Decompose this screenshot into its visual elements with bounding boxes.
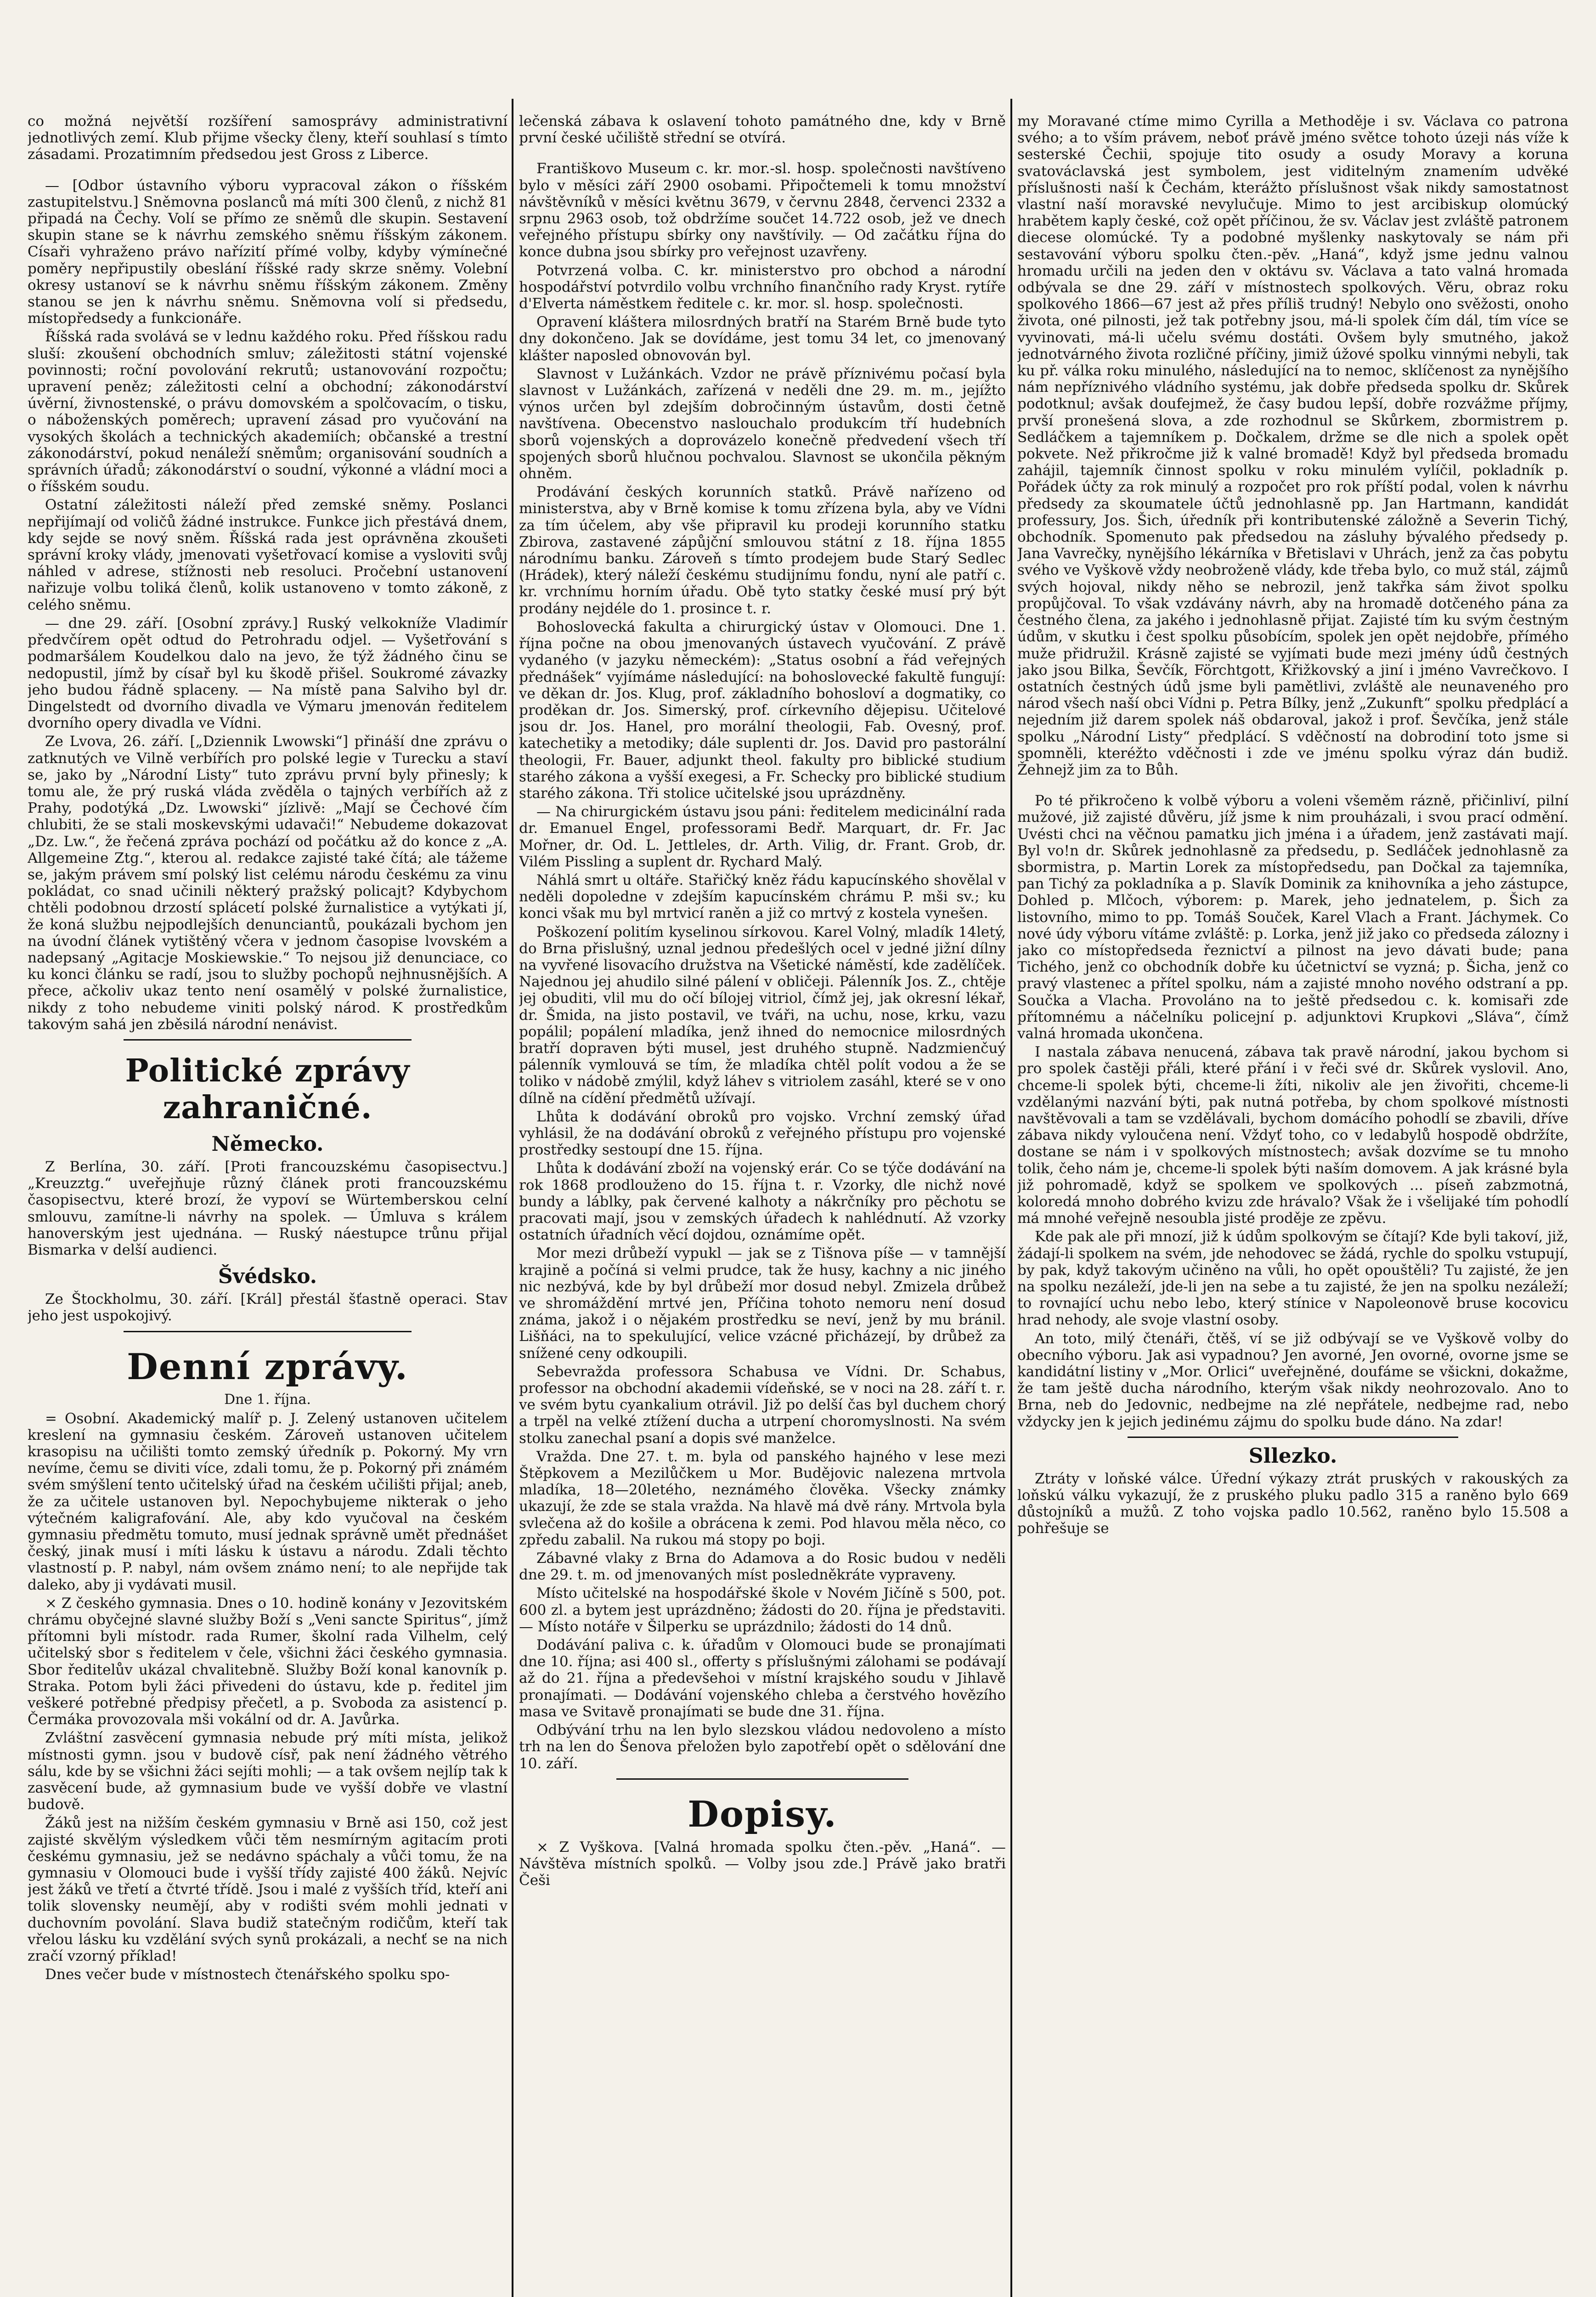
column-3 — [1017, 99, 1568, 2297]
article-paragraph: Potvrzená volba. C. kr. ministerstvo pro obchod a národní hospodářství potvrdilo volbu vrchního finančního rady Kryst. rytíře d'Elverta náměstkem ředitele c. kr. mor. sl. hosp. společnosti. — [519, 262, 1006, 312]
article-paragraph: Náhlá smrt u oltáře. Stařičký kněz řádu kapucínského shovělal v neděli dopoledne v zdejším kapucínském chrámu P. mši sv.; ku konci však mu byl mrtvicí raněn a již co mrtvý z kostela vynešen. — [519, 871, 1006, 922]
article-paragraph: — [Odbor ústavního výboru vypracoval zákon o říšském zastupitelstvu.] Sněmovna poslanců má míti 300 členů, z nichž 81 připadá na Čechy. Volí se přímo ze sněmů dle skupin. Sestavení skupin stane se k návrhu zemského sněmu říšským zákonem. Císaři vyhraženo právo nařízití přímé volby, kdyby výmínečné poměry nepřipustily obeslání říšské rady skrze sněmy. Volební okresy ustanoví se k návrhu sněmu říšským zákonem. Změny stanou se jen k návrhu sněmu. Sněmovna volí si předsedu, místopředsedy a funkcionáře. — [28, 177, 508, 327]
column-rule — [512, 99, 513, 2297]
section-heading-daily: Denní zprávy. — [127, 1346, 408, 1388]
article-paragraph: Ze Lvova, 26. září. [„Dziennik Lwowski“] přináší dne zprávu o zatknutých ve Vilně verbířích pro polské legie v Turecku a staví se, jako by „Národní Listy“ tuto zprávu první byly přinesly; k tomu ale, že prý ruská vláda zvěděla o tajných verbířích až z Prahy, podotýká „Dz. Lwowski“ jízlivě: „Mají se Čechové čím chlubiti, že se stali moskevskými udavači!“ Nebudeme dokazovat „Dz. Lw.“, že řečená zpráva pochází od počátku až do konce z „A. Allgemeine Ztg.“, kterou al. redakce zajisté také čítá; ale tážeme se, jakým právem smí polský list celému národu českému za vinu pokládat, co snad učinili některý pražský policajt? Kdybychom chtěli podobnou drzostí splácetí polské žurnalistice a vytýkati jí, že koná službu nejpodlejších denunciantů, poukázali bychom jen na úvodní článek vytištěný včera v jednom časopise lvovském a nadepsaný „Agitacje Moskiewskie.“ To nejsou již denunciace, co ku konci článku se radí, jsou to služby pochopů nejhnusnějších. A přece, ačkoliv ukaz tento není osamělý v polské žurnalistice, nikdy z toho nebudeme viniti polský národ. K prostředkům takovým sahá jen zběsilá národní nenávist. — [28, 733, 508, 1033]
article-paragraph: Místo učitelské na hospodářské škole v Novém Jičíně s 500, pot. 600 zl. a bytem jest uprázdněno; žádosti do 20. října je představiti. — Místo notáře v Šilperku se uprázdnilo; žádosti do 14 dnů. — [519, 1585, 1006, 1635]
article-paragraph: — dne 29. září. [Osobní zprávy.] Ruský velkokníže Vladimír předvčírem opět odtud do Petrohradu odjel. — Vyšetřování s podmaršálem Koudelkou dalo na jevo, že týž žádného činu se nedopustil, jímž by císař byl ku škodě přišel. Soukromé závazky jeho budou řádně splaceny. — Na místě pana Salviho byl dr. Dingelstedt od dvorního divadla ve Výmaru jmenován ředitelem dvorního opery divadla ve Vídni. — [28, 615, 508, 732]
article-paragraph: Lhůta k dodávání zboží na vojenský erár. Co se týče dodávání na rok 1868 prodlouženo do 15. října t. r. Vzorky, dle nichž nové bundy a láblky, pak červené kalhoty a nákrčníky pro pěchotu se pracovati mají, jsou v zemských úřadech k nahlédnutí. Až vzorky ostatních úřadních věcí dojdou, oznámíme opět. — [519, 1160, 1006, 1244]
country-heading: Německo. — [211, 1132, 324, 1156]
country-heading: Švédsko. — [218, 1265, 317, 1289]
article-paragraph: Dnes večer bude v místnostech čtenářského spolku spo- — [45, 1966, 450, 1983]
section-divider — [616, 1778, 908, 1780]
article-paragraph: Po té přikročeno k volbě výboru a voleni všeměm rázně, přičinliví, pilní mužové, již zajisté důvěru, jíž jsme k nim prouházali, i svou prací odmění. Uvésti chci na věčnou pamatku jich jména i a úřadem, jenž zastávati mají. Byl vo!n dr. Skůrek jednohlasně za předsedu, p. Sedláček jednohlasně za sbormistra, p. Martin Lorek za místopředsedu, pan Dočkal za tajemníka, pan Tichý za pokladníka a p. Slavík Dominik za knihovníka a jeho zástupce, Dohled p. Mlčoch, výborem: p. Marek, jeho jednatelem, p. Šich za listovního, mimo to pp. Tomáš Souček, Karel Vlach a Frant. Jáchymek. Co nové údy výboru vítáme zvláště: p. Lorka, jenž již jako co předseda zálozny i jako co místopředseda řeznictví a pilnost na jevo dávati bude; pana Tichého, jenž co obchodník dobře ku účetnictví se vyzná; p. Šicha, jenž co pravý vlastenec a přítel spolku, nám a zajisté mnoho nového odstraní a pp. Součka a Vlacha. Provoláno na to ještě předsedou c. k. komisaři zde přítomnému a náčelníku policejní p. adjunktovi Krupkovi „Sláva“, čímž valná hromada ukončena. — [1017, 792, 1568, 1042]
country-heading: Sllezko. — [1248, 1444, 1337, 1468]
article-paragraph: = Osobní. Akademický malíř p. J. Zelený ustanoven učitelem kreslení na gymnasiu českém. Zároveň ustanoven učitelem krasopisu na učilišti tomto zemský úředník p. Pokorný. My vrn nevíme, čemu se diviti více, zdali tomu, že p. Pokorný při známém svém smýšlení tento učitelský úřad na českém učilišti přijal; aneb, že za učitele ustanoven byl. Nepochybujeme nikterak o jeho výtečném kaligrafování. Ale, aby kdo vyučoval na českém gymnasiu předmětu tomuto, musí jednak správně umět přednášet český, jinak musí i míti lásku k ústavu a národu. Zdali těchto vlastností p. P. nabyl, nám ovšem známo není; to ale nepřijde tak daleko, aby ji vydávati musil. — [28, 1410, 508, 1593]
article-paragraph: Ztráty v loňské válce. Úřední výkazy ztrát pruských v rakouských za loňskú válku vykazují, že z pruského pluku padlo 315 a raněno bylo 669 důstojníků a mužů. Z toho vojska padlo 10.562, raněno bylo 15.508 a pohřešuje se — [1017, 1470, 1568, 1537]
section-divider — [124, 1331, 412, 1332]
article-paragraph: lečenská zábava k oslavení tohoto památného dne, kdy v Brně první české učiliště střední se otvírá. — [519, 113, 1006, 147]
article-paragraph: An toto, milý čtenáři, čtěš, ví se již odbývají se ve Vyškově volby do obecního výboru. Jak asi vypadnou? Jen avorné, Jen ovorné, ovorne jsme se kandidátní listiny v „Mor. Orlici“ uveřejněné, doufáme se všickni, dokažme, že tam ještě ducha národního, kterým však nikdy neohrozovalo. Ano to Brna, neb do Jedovnic, nedbejme na zlé nepřátele, nedbejme rad, nebo vždycky jen k jejich jedinému zájmu do spolku bude dáno. Na zdar! — [1017, 1330, 1568, 1430]
section-divider — [1128, 1437, 1458, 1438]
article-paragraph: Sebevražda professora Schabusa ve Vídni. Dr. Schabus, professor na obchodní akademii vídeňské, se v noci na 28. září t. r. ve svém bytu cyankalium otrávil. Již po delší čas byl duchem chorý a trpěl na velké ztížení ducha a utrpení choromyslnosti. Na svém stolku zanechal psaní a dopis své manželce. — [519, 1363, 1006, 1447]
article-paragraph: I nastala zábava nenucená, zábava tak pravě národní, jakou bychom si pro spolek častěji přáli, které přání i v řeči své dr. Skůrek vyslovil. Ano, chceme-li spolek býti, chceme-li žíti, nikoliv ale jen živořiti, chceme-li vzdělanými nazvání býti, pak nutná potřeba, by chom spolkové místnosti navštěvovali a tam se vzdělávali, bychom domácího pohodlí se zbavili, dříve zábava nikdy vyloučena není. Vždyť toho, co v ledabylů hospodě obdržíte, dostane se nám i v spolkových místnostech; avšak dozvíme se tu mnoho tolik, čeho nám je, chceme-li spolek býti naším domovem. A jak krásné byla již pohromadě, když se spolkem ve spolkových ... píseň zabzmotná, koloredá mnoho dobrého kvizu zde hrávalo? Však že i všelijaké tím pohodlí má mnohé veřejně nesoubla jisté proděje ze zpěvu. — [1017, 1044, 1568, 1227]
article-paragraph: × Z Vyškova. [Valná hromada spolku čten.-pěv. „Haná“. — Návštěva místních spolků. — Volby jsou zde.] Právě jako bratři Češi — [519, 1839, 1006, 1889]
article-paragraph: Z Berlína, 30. září. [Proti francouzskému časopisectvu.] „Kreuzztg.“ uveřejňuje různý článek proti francouzskému časopisectvu, které brozí, že vypoví se Würtemberskou celní smlouvu, zamítne-li návrhy na spolek. — Úmluva s králem hanoverským jest ujednána. — Ruský náestupce trůnu přijal Bismarka v delší audienci. — [28, 1158, 508, 1258]
article-paragraph: my Moravané ctíme mimo Cyrilla a Methoděje i sv. Václava co patrona svého; a to vším právem, neboť právě jméno světce tohoto úzeji nás víže k sesterské Čechii, spojuje tito osudy a osudy Moravy a koruna svatováclavská jest symbolem, jest viditelným znamením udvěké příslušnosti naší k Čechám, kterážto příslušnost však nikdy samostatnost vlastní naší moravské nevylučuje. Mimo to jest arcibiskup olomúcký hrabětem kaply české, což opět příčinou, že sv. Václav jest zvláště patronem diecese olomúcké. Ty a podobné myšlenky naskytovaly se nám při sestavování výboru spolku čten.-pěv. „Haná“, když jsme jednu valnou hromadu určili na jeden den v oktávu sv. Václava a tato valná hromada odbývala se dne 29. září v místnostech spolkových. Věru, obraz roku spolkového 1866—67 jest až přes příliš trudný! Nebylo ono svěžosti, onoho života, oné pilnosti, jež tak potřebny jsou, má-li spolek čím dál, tím více se vyvinovati, má-li učelu svému dostáti. Ovšem byly smutného, jakož jednotvárného života rozličné příčiny, jimiž úžové spolku vinnými nebyli, tak ku př. válka roku minulého, následující na to nemoc, sklíčenost za nynějšího nám nepříznivého vládního systému, jak dobře předseda spolku dr. Skůrek podotknul; avšak doufejmež, že časy budou lepší, dobře rozvážme příjmy, prvší pronešená slova, a zde rozhodnul se Skůrkem, zbormistrem p. Sedláčkem a tajemníkem p. Dočkalem, držme se dle nich a spolek opět pokvete. Než přikročme již k valné bromadě! Když byl předseda bromadu zahájil, tajemník činnost spolku v roku minulém vylíčil, pokladník p. Pořádek účty za rok minulý a rozpočet pro rok příští podal, volen k návrhu předsedy za skoumatele účtů jednohlasně pp. Jan Hartmann, kandidát professury, Jos. Šich, úředník při kontributenské záložně a Severin Tichý, obchodník. Spomenuto pak předsedou na zásluhy bývalého předsedy p. Jana Vavrečky, nynějšího lékárníka v Břetislavi v Uhrách, jenž za čas pobytu svého ve Vyškově vždy neobroženě vlády, kde třeba bylo, co muž stál, zájmů svých hojoval, nikdy něho se nebrozil, jenž takřka sám život spolku propůjčoval. To však vzdávány návrh, aby na hromadě dotčeného pána za čestného člena, za jakého i jednohlasně přijat. Zajisté tím ku svým čestným údům, v skutku i čest spolku působícím, spolek jen opět nejdobře, přímého muže přidružil. Krásně zajisté se vyjímati bude mezi jmény údů čestných jako jsou Bilka, Ševčík, Förchtgott, Křižkovský a jiní i jméno Vavrečkovo. I ostatních čestných údů jsme byli pamětlivi, zvláště ale neunaveného pro národ všech naší obci Vídni p. Petra Bílky, jenž „Zukunft“ spolku předplácí a nejedním již darem spolek náš obdaroval, jakož i prof. Ševčíka, jenž stále spolku „Národní Listy“ předplácí. S vděčností na dobrodiní toto jsme si spomněli, kteréžto vděčnosti i zde ve jménu spolku výraz dán budiž. Žehnejž jim za to Bůh. — [1017, 113, 1568, 778]
article-paragraph: Ze Štockholmu, 30. září. [Král] přestál šťastně operaci. Stav jeho jest uspokojivý. — [28, 1291, 508, 1324]
article-paragraph: Vražda. Dne 27. t. m. byla od panského hajného v lese mezi Štěpkovem a Mezilůčkem u Mor. Budějovic nalezena mrtvola mladíka, 18—20letého, neznámého člověka. Všecky známky ukazují, že zde se stala vražda. Na hlavě má dvě rány. Mrtvola byla svlečena až do košile a obrácena k zemi. Pod hlavou měla něco, co zpředu zabalil. Na rukou má stopy po boji. — [519, 1448, 1006, 1548]
article-paragraph: Říšská rada svolává se v lednu každého roku. Před říšskou radu sluší: zkoušení obchodních smluv; záležitosti státní vojenské povinnosti; roční povolování rekrutů; ustanovování rozpočtu; upravení peněz; záležitosti celní a obchodní; zákonodárství úvěrní, živnostenské, o právu domovském a spolčovacím, o tisku, o náboženských poměrech; upravení zásad pro vyučování na vysokých školách a technických akademiích; občanské a trestní zákonodárství, pokud nenáleží sněmům; organisování soudních a správních úřadů; zákonodárství o soudní, výkonné a vládní moci a o říšském soudu. — [28, 328, 508, 495]
section-divider — [124, 1039, 412, 1041]
article-paragraph: Bohoslovecká fakulta a chirurgický ústav v Olomouci. Dne 1. října počne na obou jmenovaných ústavech vyučování. Z právě vydaného (v jazyku německém): „Status osobní a řád veřejných přednášek“ vyjímáme následující: na bohoslovecké fakultě fungují: ve děkan dr. Jos. Klug, prof. základního bohosloví a dogmatiky, co proděkan dr. Jos. Simerský, prof. církevního dějepisu. Učitelové jsou dr. Jos. Hanel, pro morální theologii, Fab. Ovesný, prof. katechetiky a metodiky; dále suplenti dr. Jos. David pro pastorální theologii, Fr. Bauer, adjunkt theol. fakulty pro biblické studium starého zákona a vyšší exegesi, a Fr. Schecky pro biblické studium starého zákona. Tři stolice učitelské jsou uprázdněny. — [519, 618, 1006, 802]
article-paragraph: co možná největší rozšíření samosprávy administrativní jednotlivých zemí. Klub přijme všecky členy, kteří souhlasí s tímto zásadami. Prozatimním předsedou jest Gross z Liberce. — [28, 113, 508, 163]
column-rule — [1010, 99, 1012, 2297]
article-paragraph: Mor mezi drůbeží vypukl — jak se z Tišnova píše — v tamnější krajině a počíná si velmi prudce, tak že husy, kachny a nic jiného nic nezbývá, kde by byl drůbeží mor dosud nebyl. Zmizela drůbež ve shromáždění mrtvé jen, Příčina tohoto nemoru není dosud známa, jakož i o nějakém prostředku se neví, jenž by mu bránil. Lišňáci, na to spekulující, velice vzácné přicházejí, by drůbež za snížené ceny odkoupili. — [519, 1245, 1006, 1362]
article-paragraph: Kde pak ale při mnozí, již k údům spolkovým se čítají? Kde byli takoví, již, žádají-li spolkem na svém, jde nehodovec se žádá, rychle do spolku vstupují, by pak, když takovým učiněno na vůli, ho opět opouštěli? Tu zajisté, že jen na spolku nezáleží, jde-li jen na sebe a tu zajisté, že jen na spolku nezáleží; to rovnající uchu nebo lebo, který stínice v Napoleonově bruse kocovicu hrad nehody, ale svoje vlastní osoby. — [1017, 1228, 1568, 1329]
article-paragraph: Zábavné vlaky z Brna do Adamova a do Rosic budou v neděli dne 29. t. m. od jmenovaných míst posledněkráte vypraveny. — [519, 1550, 1006, 1584]
article-paragraph: Poškození politím kyselinou sírkovou. Karel Volný, mladík 14letý, do Brna přislušný, uznal jednou předešlých ocel v jedné jižní dílny na vyvřené lisovacího družstva na Všetické náměstí, kde zadělíček. Najednou jej ahudilo silné pálení v obličeji. Pálenník Jos. Z., chtěje jej obuditi, vlil mu do očí bílojej vitriol, čímž jej, jak okresní lékař, dr. Šmida, na jisto postavil, ve tváři, na uchu, nose, krku, vazu popálil; popálení mladíka, jenž ihned do nemocnice milosrdných bratří dopraven býti musel, jest druhého stupně. Nadzmienčuý pálenník vymlouvá se tím, že mladíka chtěl polít vodou a že se toliko v nádobě zmýlil, když láhev s vitriolem zasáhl, které se v ono dílně na cídění předmětů užívají. — [519, 923, 1006, 1107]
article-paragraph: Prodávání českých korunních statků. Právě nařízeno od ministerstva, aby v Brně komise k tomu zřízena byla, aby ve Vídni za tím účelem, aby vše připravil ku prodeji korunního statku Zbirova, zastavené zápůjční smlouvou státní z 18. října 1855 národnímu banku. Zároveň s tímto prodejem bude Starý Sedlec (Hrádek), který náleží českému studijnímu fondu, nyní ale patří c. kr. vrchnímu horním úřadu. Obě tyto statky české musí prý být prodány nejdéle do 1. prosince t. r. — [519, 484, 1006, 617]
column-1 — [28, 99, 508, 2297]
dateline: Dne 1. října. — [224, 1391, 311, 1408]
article-paragraph: Lhůta k dodávání obroků pro vojsko. Vrchní zemský úřad vyhlásil, že na dodávání obroků z veřejného přístupu pro vojenské prostředky sestoupí dne 15. října. — [519, 1108, 1006, 1159]
article-paragraph: Dodávání paliva c. k. úřadům v Olomouci bude se pronajímati dne 10. října; asi 400 sl., offerty s příslušnými zálohami se podávají až do 21. října a předevšehoi v místní krajského soudu v Jihlavě pronajímati. — Dodávání vojenského chleba a čerstvého hovězího masa ve Svitavě pronajímati se bude dne 31. října. — [519, 1637, 1006, 1720]
section-heading-foreign: Politické zprávy zahraničné. — [125, 1052, 410, 1126]
article-paragraph: Františkovo Museum c. kr. mor.-sl. hosp. společnosti navštíveno bylo v měsíci září 2900 osobami. Připočtemeli k tomu množství návštěvníků v měsíci květnu 3679, v červnu 2848, červenci 2332 a srpnu 2963 osob, tož obdržíme součet 14.722 osob, jež ve dnech veřejného přístupu sbírky ony navštívily. — Od začátku října do konce dubna jsou sbírky pro veřejnost uzavřeny. — [519, 160, 1006, 260]
article-paragraph: Žáků jest na nižším českém gymnasiu v Brně asi 150, což jest zajisté skvělým výsledkem vůči těm nesmírným agitacím proti českému gymnasiu, jež se nedávno spáchaly a vůči tomu, že na gymnasiu v Olomouci bude i vyšší třídy zajisté 400 žáků. Nejvíc jest žáků ve třetí a čtvrté třídě. Jsou i malé z vyšších tříd, kteří ani tolik slovensky neumějí, aby v rodišti svém mohli jednati v duchovním povolání. Slava budiž statečným rodičům, kteří tak vřelou lásku ku vzdělání svých synů prokázali, a nechť se na nich zračí vzorný příklad! — [28, 1815, 508, 1965]
article-paragraph: Opravení kláštera milosrdných bratří na Starém Brně bude tyto dny dokončeno. Jak se dovídáme, jest tomu 34 let, co jmenovaný klášter naposled obnovován byl. — [519, 314, 1006, 364]
article-paragraph: Slavnost v Lužánkách. Vzdor ne právě příznivému počasí byla slavnost v Lužánkách, zařízená v neděli dne 29. m. m., jejížto výnos určen byl zdejším dobročinným ústavům, dosti četně navštívena. Obecenstvo naslouchalo produkcím tří hudebních sborů vojenských a doprovázelo konečně předvedení všech tří spojených sborů hlučnou pochvalou. Slavnost se ukončila pěkným ohněm. — [519, 365, 1006, 482]
article-paragraph: Odbývání trhu na len bylo slezskou vládou nedovoleno a místo trh na len do Šenova přeložen bylo zapotřebí opět o sdělování dne 10. září. — [519, 1722, 1006, 1772]
article-paragraph: Zvláštní zasvěcení gymnasia nebude prý míti místa, jelikož místnosti gymn. jsou v budově císř, pak není žádného větrého sálu, kde by se všichni žáci sejíti mohli; — a tak ovšem nejlíp tak k zasvěcení bude, až gymnasium bude ve vyšší dobře ve vlastní budově. — [28, 1730, 508, 1813]
column-2 — [519, 99, 1006, 2297]
section-heading-letters: Dopisy. — [688, 1793, 837, 1835]
article-paragraph: — Na chirurgickém ústavu jsou páni: ředitelem medicinální rada dr. Emanuel Engel, professorami Bedř. Marquart, dr. Fr. Jac Mořner, dr. Od. L. Jettleles, dr. Arth. Vilig, dr. Frant. Grob, dr. Vilém Pissling a suplent dr. Rychard Malý. — [519, 803, 1006, 870]
article-paragraph: Ostatní záležitosti náleží před zemské sněmy. Poslanci nepřijímají od voličů žádné instrukce. Funkce jich přestává dnem, kdy sejde se nový sněm. Říšská rada jest oprávněna zkoušeti správní kroky vlády, jmenovati vyšetřovací komise a vysloviti svůj náhled v adrese, stížnosti neb resoluci. Pročební ustanovení nařizuje volbu toliká členů, kolik ustanoveno v tomto zákoně, z celého sněmu. — [28, 497, 508, 613]
article-paragraph: × Z českého gymnasia. Dnes o 10. hodině konány v Jezovitském chrámu obyčejné slavné služby Boží s „Veni sancte Spiritus“, jímž přítomni byli místodr. rada Rumer, školní rada Vilhelm, celý učitelský sbor s ředitelem v čele, všichni žáci českého gymnasia. Sbor ředitelův ukázal chvalitebně. Služby Boží konal kanovník p. Straka. Potom byli žáci přivedeni do ústavu, kde p. ředitel jim veškeré potřebné předpisy přečetl, a p. Svoboda za asistencí p. Čermáka provozovala mši vokální od dr. A. Javůrka. — [28, 1595, 508, 1728]
